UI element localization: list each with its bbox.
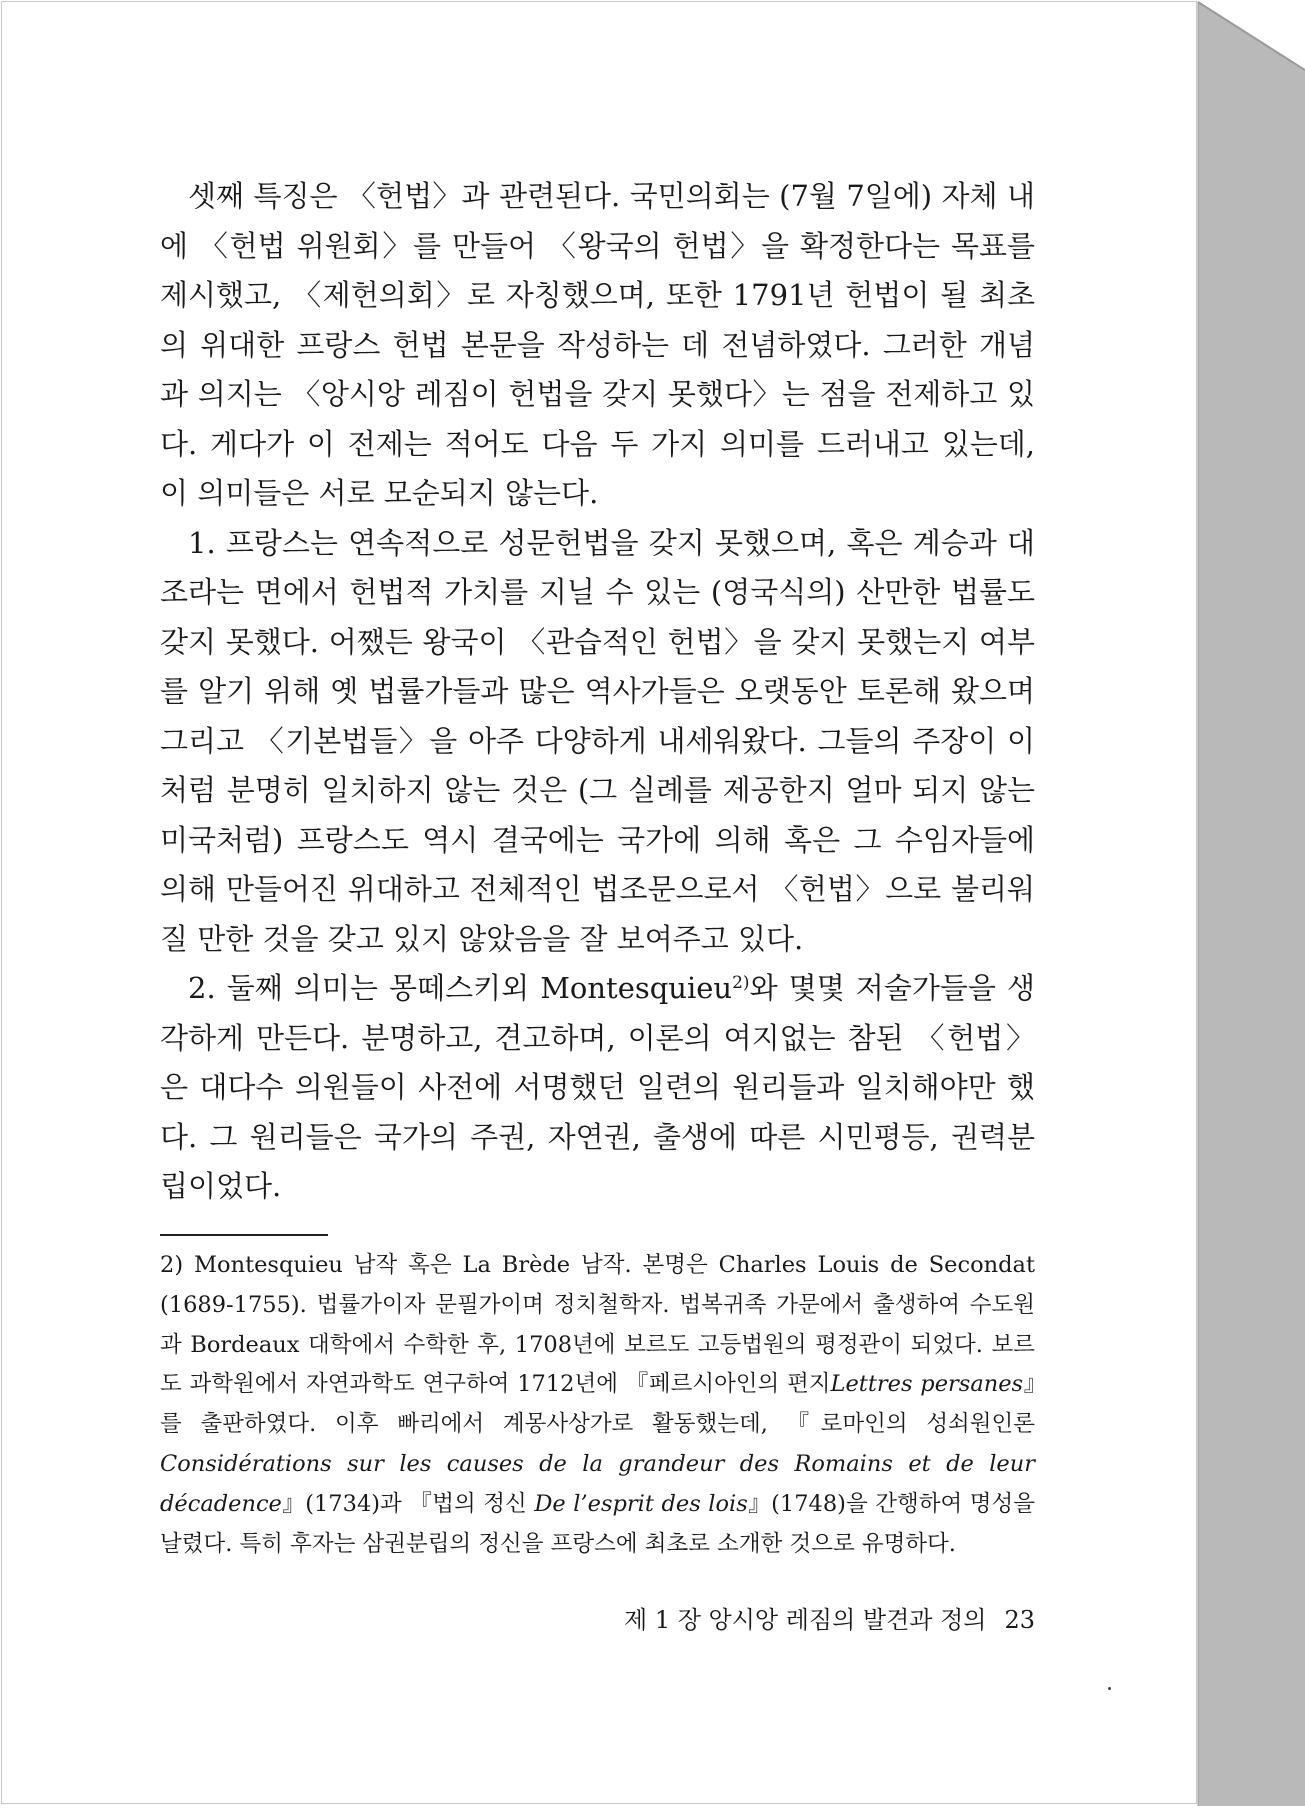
footnote-text-4: 』(1748)을 간행하여 명성을 날렸다. 특히 후자는 삼권분립의 정신을 프랑스에 최초로 소개한 것으로 유명하다.	[160, 1490, 1035, 1557]
book-page	[1, 1, 1197, 1804]
footnote-divider	[160, 1234, 328, 1236]
paragraph-1: 셋째 특징은 〈헌법〉과 관련된다. 국민의회는 (7월 7일에) 자체 내에 〈헌법 위원회〉를 만들어 〈왕국의 헌법〉을 확정한다는 목표를 제시했고, 〈제헌의회〉로 자칭했으며, 또한 1791년 헌법이 될 최초의 위대한 프랑스 헌법 본문을 작성하는 데 전념하였다. 그러한 개념과 의지는 〈앙시앙 레짐이 헌법을 갖지 못했다〉는 점을 전제하고 있다. 게다가 이 전제는 적어도 다음 두 가지 의미를 드러내고 있는데, 이 의미들은 서로 모순되지 않는다.	[160, 179, 1035, 510]
paragraph-3-text-after: 와 몇몇 저술가들을 생각하게 만든다. 분명하고, 견고하며, 이론의 여지없는 참된 〈헌법〉은 대다수 의원들이 사전에 서명했던 일련의 원리들과 일치해야만 했다. 그 원리들은 국가의 주권, 자연권, 출생에 따른 시민평등, 권력분립이었다.	[160, 971, 1035, 1203]
footnote-title-considerations: Considérations sur les causes de la grandeur des Romains et de leur décadence	[160, 1450, 1035, 1517]
paragraph-2: 1. 프랑스는 연속적으로 성문헌법을 갖지 못했으며, 혹은 계승과 대조라는 면에서 헌법적 가치를 지닐 수 있는 (영국식의) 산만한 법률도 갖지 못했다. 어쨌든 왕국이 〈관습적인 헌법〉을 갖지 못했는지 여부를 알기 위해 옛 법률가들과 많은 역사가들은 오랫동안 토론해 왔으며 그리고 〈기본법들〉을 아주 다양하게 내세워왔다. 그들의 주장이 이처럼 분명히 일치하지 않는 것은 (그 실례를 제공한지 얼마 되지 않는 미국처럼) 프랑스도 역시 결국에는 국가에 의해 혹은 그 수임자들에 의해 만들어진 위대하고 전체적인 법조문으로서 〈헌법〉으로 불리워질 만한 것을 갖고 있지 않았음을 잘 보여주고 있다.	[160, 525, 1035, 956]
paragraph-3-text-before: 2. 둘째 의미는 몽떼스키외 Montesquieu	[188, 971, 733, 1005]
footnote-text-3: 』(1734)과 『법의 정신	[281, 1490, 535, 1517]
footnote-text-2: 』를 출판하였다. 이후 빠리에서 계몽사상가로 활동했는데, 『로마인의 성쇠원인론	[160, 1371, 1035, 1438]
footnote	[160, 1246, 1035, 1564]
footnote-reference[interactable]: 2)	[732, 973, 750, 993]
footnote-title-lettres-persanes: Lettres persanes	[830, 1371, 1024, 1398]
footnote-mark: 2)	[160, 1252, 184, 1278]
footnote-title-esprit-des-lois: De l’esprit des lois	[534, 1490, 748, 1517]
paragraph-3	[160, 964, 1035, 1212]
speck-mark	[1108, 1687, 1111, 1690]
main-text	[160, 172, 1035, 1212]
running-footer-chapter: 제 1 장 앙시앙 레짐의 발견과 정의	[624, 1606, 987, 1634]
page-footer	[2, 1600, 1035, 1635]
book-edge-face	[1198, 2, 1305, 1806]
footnote-text-1: Montesquieu 남작 혹은 La Brède 남작. 본명은 Charles Louis de Secondat (1689-1755). 법률가이자 문필가이며 정치철학자. 법복귀족 가문에서 출생하여 수도원과 Bordeaux 대학에서 수학한 후, 1708년에 보르도 고등법원의 평정관이 되었다. 보르도 과학원에서 자연과학도 연구하여 1712년에 『페르시아인의 편지	[160, 1252, 1035, 1398]
page-number: 23	[1004, 1606, 1035, 1634]
